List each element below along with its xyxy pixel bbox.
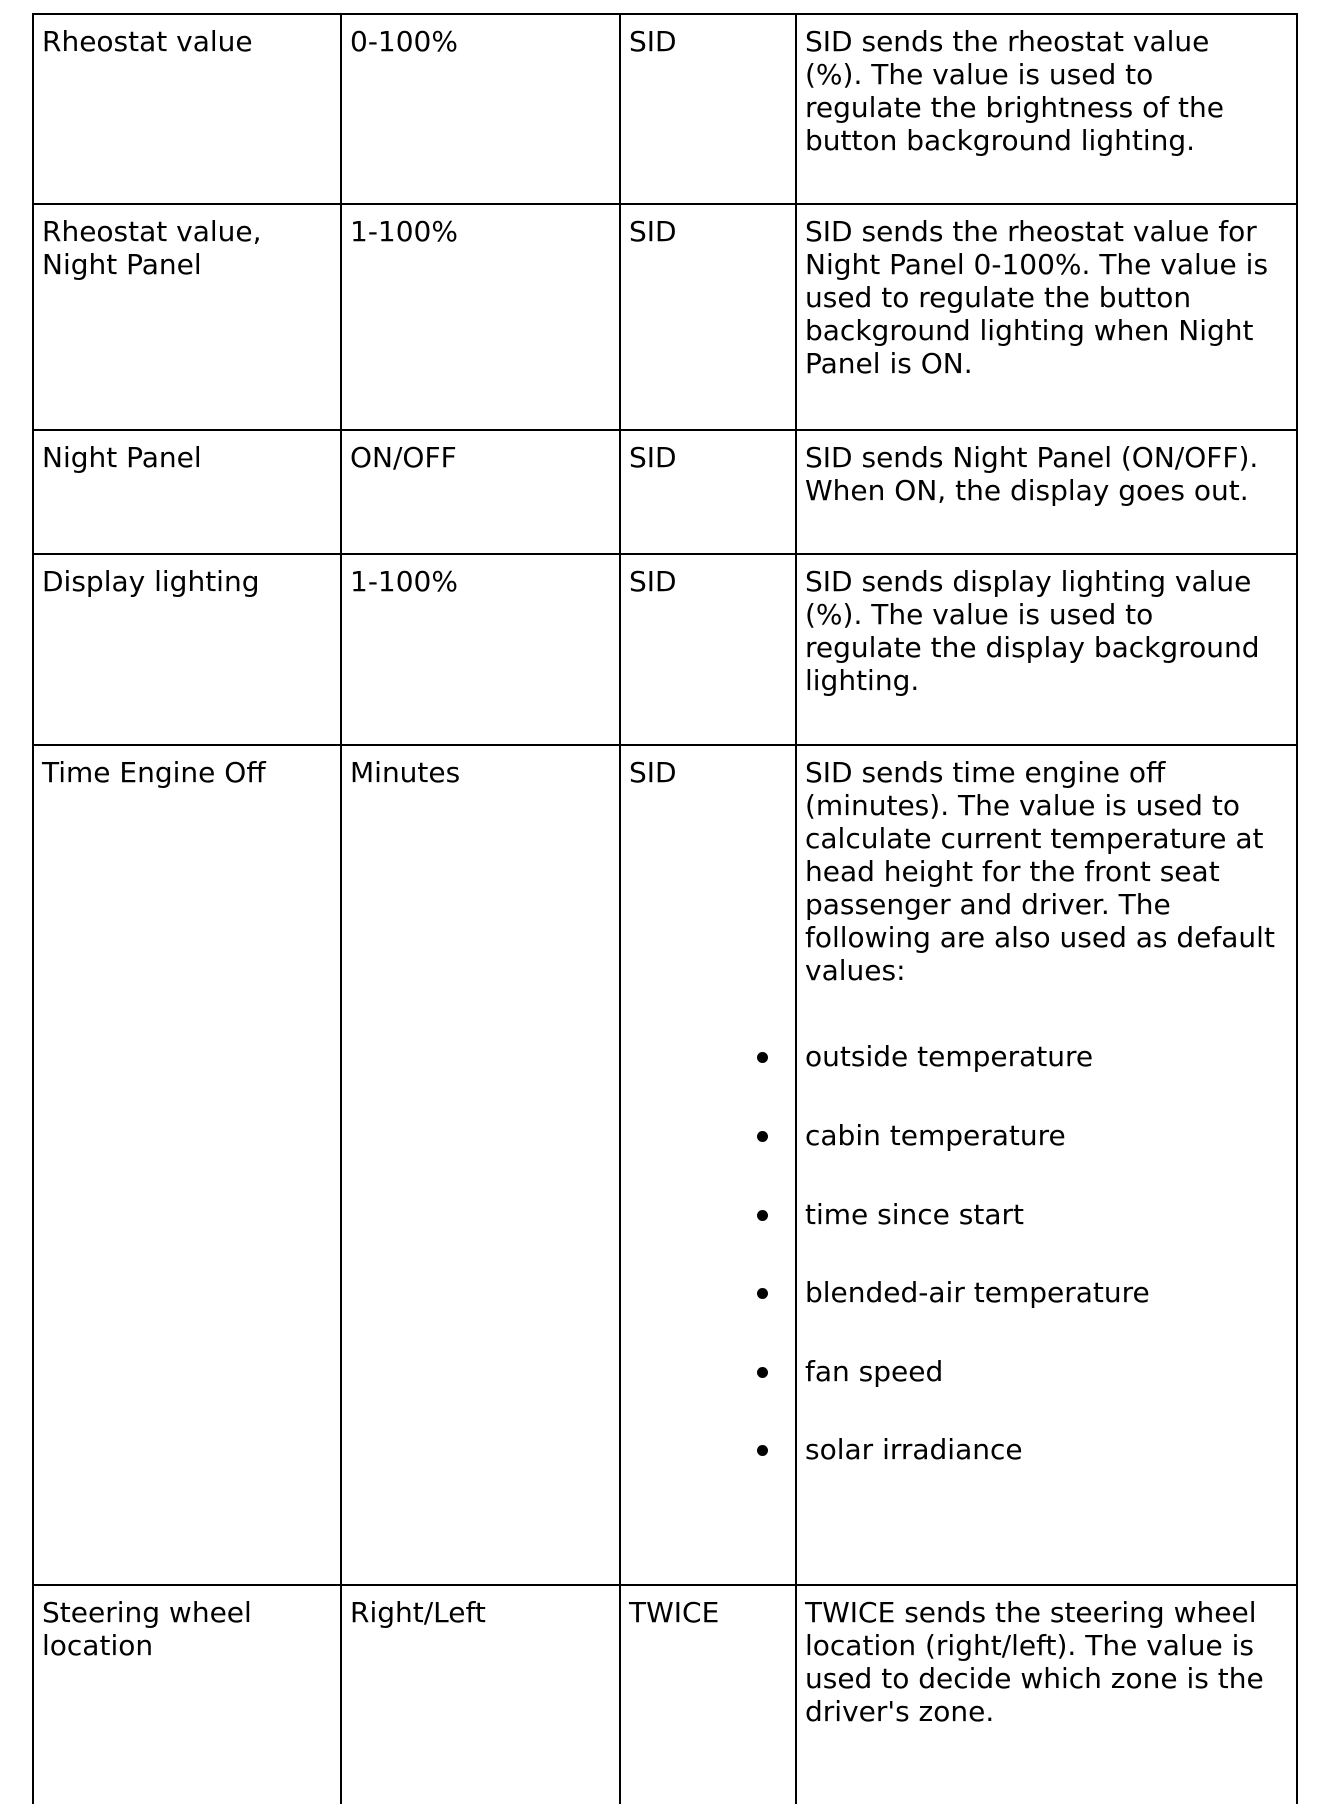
source-cell: SID bbox=[629, 25, 677, 58]
bullet-icon bbox=[757, 1052, 768, 1063]
value-range-cell: Minutes bbox=[350, 756, 461, 789]
list-item-label: outside temperature bbox=[805, 1040, 1094, 1073]
bullet-icon bbox=[757, 1210, 768, 1221]
list-item bbox=[33, 1119, 1297, 1159]
bullet-icon bbox=[757, 1288, 768, 1299]
list-item-label: solar irradiance bbox=[805, 1433, 1023, 1466]
source-cell: SID bbox=[629, 441, 677, 474]
value-range-cell: 0-100% bbox=[350, 25, 458, 58]
table-row bbox=[33, 555, 1297, 744]
list-item-label: blended-air temperature bbox=[805, 1276, 1150, 1309]
signal-name-cell: Rheostat value, Night Panel bbox=[42, 215, 262, 281]
signal-name-cell: Night Panel bbox=[42, 441, 202, 474]
list-item bbox=[33, 1355, 1297, 1395]
bullet-icon bbox=[757, 1445, 768, 1456]
table-row bbox=[33, 1586, 1297, 1804]
signal-name-cell: Display lighting bbox=[42, 565, 260, 598]
value-range-cell: Right/Left bbox=[350, 1596, 486, 1629]
value-range-cell: 1-100% bbox=[350, 565, 458, 598]
list-item-label: time since start bbox=[805, 1198, 1025, 1231]
table-row bbox=[33, 746, 1297, 1584]
table-row bbox=[33, 431, 1297, 553]
signal-name-cell: Time Engine Off bbox=[42, 756, 266, 789]
description-cell: SID sends time engine off (minutes). The value is used to calculate current temperature at head height for the front seat passenger and driver. The following are also used as default values: bbox=[805, 756, 1275, 987]
value-range-cell: ON/OFF bbox=[350, 441, 457, 474]
list-item bbox=[33, 1198, 1297, 1238]
bullet-icon bbox=[757, 1131, 768, 1142]
description-cell: TWICE sends the steering wheel location (right/left). The value is used to decide which zone is the driver's zone. bbox=[805, 1596, 1264, 1728]
source-cell: SID bbox=[629, 215, 677, 248]
list-item-label: fan speed bbox=[805, 1355, 944, 1388]
source-cell: SID bbox=[629, 565, 677, 598]
source-cell: TWICE bbox=[629, 1596, 720, 1629]
signal-name-cell: Rheostat value bbox=[42, 25, 253, 58]
value-range-cell: 1-100% bbox=[350, 215, 458, 248]
bullet-icon bbox=[757, 1367, 768, 1378]
table-row bbox=[33, 15, 1297, 203]
description-cell: SID sends Night Panel (ON/OFF). When ON, the display goes out. bbox=[805, 441, 1259, 507]
description-cell: SID sends display lighting value (%). The value is used to regulate the display background lighting. bbox=[805, 565, 1260, 697]
list-item bbox=[33, 1276, 1297, 1316]
description-cell: SID sends the rheostat value (%). The value is used to regulate the brightness of the button background lighting. bbox=[805, 25, 1224, 157]
signal-name-cell: Steering wheel location bbox=[42, 1596, 252, 1662]
list-item-label: cabin temperature bbox=[805, 1119, 1066, 1152]
description-cell: SID sends the rheostat value for Night Panel 0-100%. The value is used to regulate the button background lighting when Night Panel is ON. bbox=[805, 215, 1269, 380]
table-row bbox=[33, 205, 1297, 429]
list-item bbox=[33, 1433, 1297, 1473]
source-cell: SID bbox=[629, 756, 677, 789]
list-item bbox=[33, 1040, 1297, 1080]
